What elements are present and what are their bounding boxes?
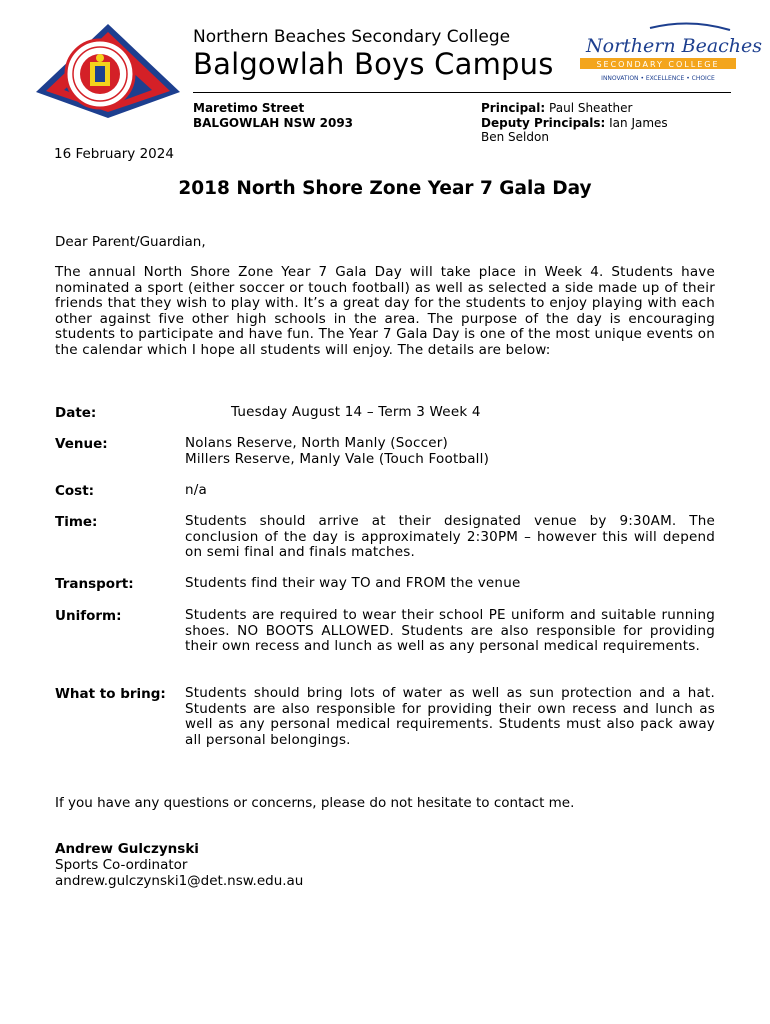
bring-label: What to bring: — [55, 686, 166, 702]
deputy-label: Deputy Principals: — [481, 115, 606, 130]
address-street: Maretimo Street — [193, 101, 305, 115]
cost-value: n/a — [185, 482, 207, 498]
logo-tagline: INNOVATION • EXCELLENCE • CHOICE — [601, 75, 715, 82]
transport-label: Transport: — [55, 576, 134, 592]
deputy-line — [481, 116, 668, 131]
signature-block — [55, 842, 303, 889]
northern-beaches-logo — [580, 22, 763, 84]
venue-line-soccer: Nolans Reserve, North Manly (Soccer) — [185, 435, 448, 451]
principal-line — [481, 101, 668, 116]
signature-name: Andrew Gulczynski — [55, 841, 199, 857]
closing-line: If you have any questions or concerns, please do not hesitate to contact me. — [55, 795, 575, 811]
letter-title: 2018 North Shore Zone Year 7 Gala Day — [178, 178, 592, 199]
bring-value: Students should bring lots of water as well as sun protection and a hat. Students are also responsible for providing their own recess and lunch as well as any personal medical requirements. Students must also pack away all personal belongings. — [185, 685, 715, 748]
signature-role: Sports Co-ordinator — [55, 856, 188, 873]
signature-email[interactable]: andrew.gulczynski1@det.nsw.edu.au — [55, 872, 304, 889]
school-name: Northern Beaches Secondary College — [193, 27, 511, 47]
logo-banner-text: SECONDARY COLLEGE — [596, 60, 720, 69]
time-value: Students should arrive at their designated venue by 9:30AM. The conclusion of the day is approximately 2:30PM – however this will depend on semi final and finals matches. — [185, 513, 715, 561]
school-address — [193, 101, 353, 130]
cost-label: Cost: — [55, 483, 95, 499]
salutation: Dear Parent/Guardian, — [55, 234, 206, 250]
school-crest-logo — [34, 22, 182, 120]
time-label: Time: — [55, 514, 98, 530]
date-label: Date: — [55, 405, 97, 421]
transport-value: Students find their way TO and FROM the venue — [185, 575, 521, 591]
uniform-label: Uniform: — [55, 608, 122, 624]
deputy-name-2: Ben Seldon — [481, 130, 549, 144]
venue-line-touch: Millers Reserve, Manly Vale (Touch Football) — [185, 450, 490, 467]
venue-label: Venue: — [55, 436, 108, 452]
body-paragraph: The annual North Shore Zone Year 7 Gala Day will take place in Week 4. Students have nominated a sport (either soccer or touch football) as well as selected a side made up of their friends that they wish to play with. It’s a great day for the students to enjoy playing with each other against five other high schools in the area. The purpose of the day is encouraging students to participate and have fun. The Year 7 Gala Day is one of the most unique events on the calendar which I hope all students will enjoy. The details are below: — [55, 264, 715, 358]
principals-block — [481, 101, 668, 145]
deputy-name-1: Ian James — [609, 115, 668, 130]
venue-value — [185, 436, 715, 467]
principal-name: Paul Sheather — [549, 101, 633, 115]
date-value: Tuesday August 14 – Term 3 Week 4 — [231, 404, 481, 420]
uniform-value: Students are required to wear their school PE uniform and suitable running shoes. NO BOOTS ALLOWED. Students are also responsible for providing their own recess and lunch as well as any personal medical requirements. — [185, 607, 715, 655]
letter-date: 16 February 2024 — [54, 146, 174, 162]
principal-label: Principal: — [481, 101, 546, 115]
header-divider — [193, 92, 731, 93]
campus-name: Balgowlah Boys Campus — [193, 47, 554, 81]
address-suburb: BALGOWLAH NSW 2093 — [193, 115, 354, 130]
logo-script-text: Northern Beaches — [586, 35, 763, 57]
